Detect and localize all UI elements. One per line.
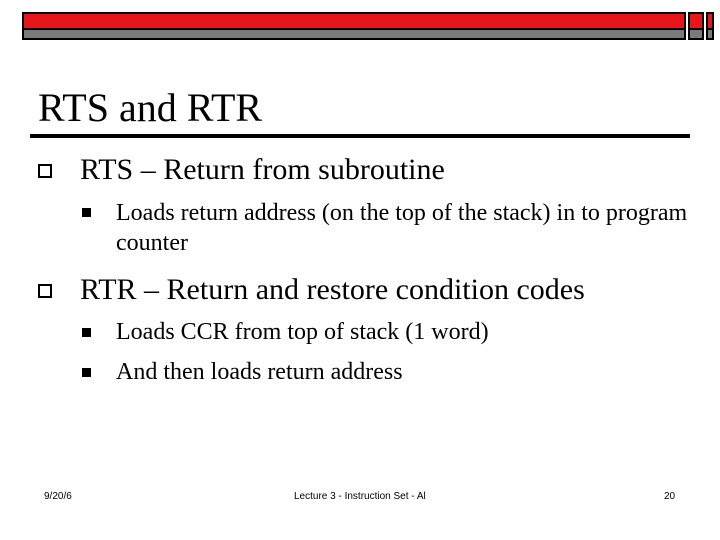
hollow-square-bullet-icon bbox=[38, 164, 52, 178]
top-decorative-banner bbox=[22, 12, 686, 38]
banner-gray-bar bbox=[22, 30, 686, 40]
footer-date: 9/20/6 bbox=[44, 491, 72, 502]
filled-square-bullet-icon bbox=[82, 328, 91, 337]
filled-square-bullet-icon bbox=[82, 208, 91, 217]
footer-lecture: Lecture 3 - Instruction Set - Al bbox=[294, 491, 426, 502]
banner-red-bar bbox=[22, 12, 686, 30]
bullet-rts: RTS – Return from subroutine bbox=[80, 153, 445, 186]
hollow-square-bullet-icon bbox=[38, 284, 52, 298]
sub-bullet-rtr-return: And then loads return address bbox=[116, 359, 403, 385]
bullet-rtr: RTR – Return and restore condition codes bbox=[80, 273, 585, 306]
slide-title: RTS and RTR bbox=[38, 85, 263, 130]
title-underline bbox=[30, 134, 690, 138]
filled-square-bullet-icon bbox=[82, 368, 91, 377]
sub-bullet-rtr-ccr: Loads CCR from top of stack (1 word) bbox=[116, 319, 489, 345]
sub-bullet-rts-desc: Loads return address (on the top of the stack) in to program counter bbox=[116, 200, 688, 256]
banner-cap-gray bbox=[688, 30, 704, 40]
banner-cap2-gray bbox=[706, 30, 714, 40]
footer-page-number: 20 bbox=[664, 491, 676, 502]
banner-cap2-red bbox=[706, 12, 714, 30]
banner-cap-red bbox=[688, 12, 704, 30]
